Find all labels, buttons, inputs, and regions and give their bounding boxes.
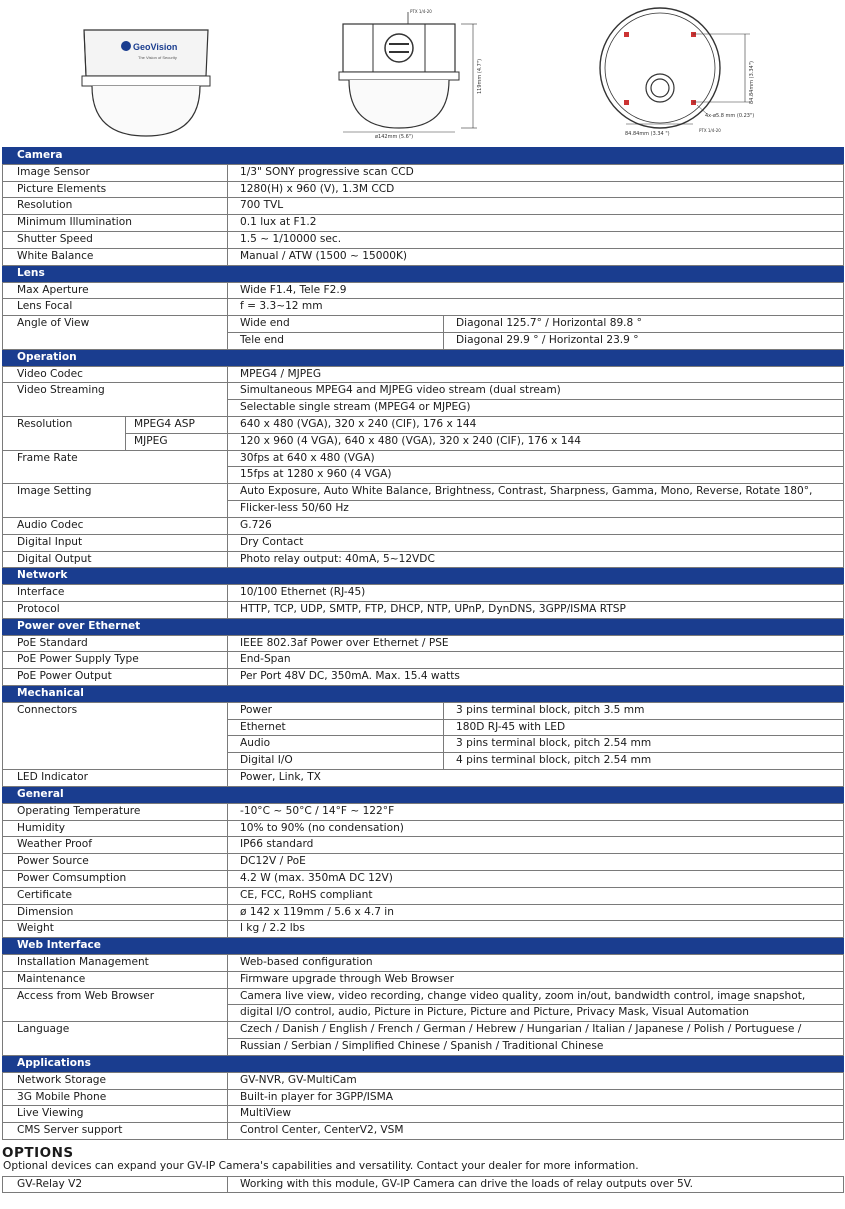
spec-value: Photo relay output: 40mA, 5~12VDC: [228, 551, 844, 568]
spec-sublabel: MPEG4 ASP: [126, 417, 228, 434]
spec-row: [3, 366, 844, 383]
spec-value: ø 142 x 119mm / 5.6 x 4.7 in: [228, 904, 844, 921]
spec-value: 1/3" SONY progressive scan CCD: [228, 164, 844, 181]
spec-label: Resolution: [3, 417, 126, 451]
spec-value: DC12V / PoE: [228, 854, 844, 871]
option-description: Working with this module, GV-IP Camera can drive the loads of relay outputs over 5V.: [228, 1177, 844, 1193]
spec-value: Simultaneous MPEG4 and MJPEG video stream (dual stream): [228, 383, 844, 400]
spec-value: IP66 standard: [228, 837, 844, 854]
spec-row: [3, 820, 844, 837]
spec-label: Connectors: [3, 702, 228, 769]
logo-text: GeoVision: [133, 42, 178, 52]
spec-sublabel: Digital I/O: [228, 753, 444, 770]
spec-value: Diagonal 29.9 ° / Horizontal 23.9 °: [444, 332, 844, 349]
spec-row: [3, 854, 844, 871]
section-header-row: [3, 1055, 844, 1072]
spec-value: 30fps at 640 x 480 (VGA): [228, 450, 844, 467]
spec-row: [3, 971, 844, 988]
section-header: General: [3, 786, 844, 803]
spec-value: Camera live view, video recording, change video quality, zoom in/out, bandwidth control, image snapshot,: [228, 988, 844, 1005]
spec-row: [3, 551, 844, 568]
spec-value: GV-NVR, GV-MultiCam: [228, 1072, 844, 1089]
spec-label: Operating Temperature: [3, 803, 228, 820]
spec-value: 15fps at 1280 x 960 (4 VGA): [228, 467, 844, 484]
spec-label: Audio Codec: [3, 517, 228, 534]
spec-value: l kg / 2.2 lbs: [228, 921, 844, 938]
spec-value: HTTP, TCP, UDP, SMTP, FTP, DHCP, NTP, UPnP, DynDNS, 3GPP/ISMA RTSP: [228, 601, 844, 618]
spec-label: PoE Power Supply Type: [3, 652, 228, 669]
spec-value: Wide F1.4, Tele F2.9: [228, 282, 844, 299]
camera-top-view: [595, 4, 780, 140]
spec-row: [3, 988, 844, 1005]
section-header: Camera: [3, 148, 844, 165]
spec-row: [3, 770, 844, 787]
spec-label: Weight: [3, 921, 228, 938]
spec-row: [3, 601, 844, 618]
spec-sublabel: MJPEG: [126, 433, 228, 450]
spec-value: 120 x 960 (4 VGA), 640 x 480 (VGA), 320 x 240 (CIF), 176 x 144: [228, 433, 844, 450]
spec-value: 1280(H) x 960 (V), 1.3M CCD: [228, 181, 844, 198]
hole-dimension-label: 4x-ø5.8 mm (0.23"): [705, 113, 755, 119]
section-header-row: [3, 786, 844, 803]
section-header: Network: [3, 568, 844, 585]
spec-row: [3, 837, 844, 854]
section-header-row: [3, 265, 844, 282]
spec-row: [3, 215, 844, 232]
spec-row: [3, 299, 844, 316]
options-heading: OPTIONS: [2, 1145, 74, 1161]
spec-row: [3, 232, 844, 249]
spec-value: CE, FCC, RoHS compliant: [228, 887, 844, 904]
spec-label: Language: [3, 1022, 228, 1056]
spec-row: [3, 921, 844, 938]
spec-value: Control Center, CenterV2, VSM: [228, 1123, 844, 1140]
spec-value: 10% to 90% (no condensation): [228, 820, 844, 837]
spec-value: Power, Link, TX: [228, 770, 844, 787]
spec-label: Image Sensor: [3, 164, 228, 181]
camera-side-view: [335, 4, 500, 140]
spec-label: Digital Input: [3, 534, 228, 551]
spec-label: Access from Web Browser: [3, 988, 228, 1022]
spec-label: Lens Focal: [3, 299, 228, 316]
spec-label: PoE Standard: [3, 635, 228, 652]
spec-label: Resolution: [3, 198, 228, 215]
spec-row: [3, 702, 844, 719]
spec-value: Per Port 48V DC, 350mA. Max. 15.4 watts: [228, 669, 844, 686]
spec-row: [3, 1072, 844, 1089]
spec-label: 3G Mobile Phone: [3, 1089, 228, 1106]
spec-value: Selectable single stream (MPEG4 or MJPEG): [228, 400, 844, 417]
spec-label: Video Codec: [3, 366, 228, 383]
spec-label: Video Streaming: [3, 383, 228, 417]
spec-row: [3, 1022, 844, 1039]
spec-label: Maintenance: [3, 971, 228, 988]
spec-row: [3, 904, 844, 921]
spec-value: Dry Contact: [228, 534, 844, 551]
spec-sublabel: Wide end: [228, 316, 444, 333]
spec-row: [3, 1106, 844, 1123]
spec-value: Built-in player for 3GPP/ISMA: [228, 1089, 844, 1106]
spec-value: 640 x 480 (VGA), 320 x 240 (CIF), 176 x 144: [228, 417, 844, 434]
spec-row: [3, 450, 844, 467]
spec-label: Picture Elements: [3, 181, 228, 198]
spec-label: Interface: [3, 585, 228, 602]
spec-row: [3, 517, 844, 534]
spec-value: Firmware upgrade through Web Browser: [228, 971, 844, 988]
spec-row: [3, 870, 844, 887]
spec-value: MPEG4 / MJPEG: [228, 366, 844, 383]
section-header-row: [3, 686, 844, 703]
spec-value: Czech / Danish / English / French / German / Hebrew / Hungarian / Italian / Japanese / Polish / Portuguese /: [228, 1022, 844, 1039]
spec-label: Image Setting: [3, 484, 228, 518]
spec-row: [3, 248, 844, 265]
spec-value: -10°C ~ 50°C / 14°F ~ 122°F: [228, 803, 844, 820]
section-header-row: [3, 349, 844, 366]
spec-value: Flicker-less 50/60 Hz: [228, 501, 844, 518]
height-dimension-label: 119mm (4.7"): [477, 58, 483, 94]
spec-sublabel: Power: [228, 702, 444, 719]
spec-label: Minimum Illumination: [3, 215, 228, 232]
section-header: Applications: [3, 1055, 844, 1072]
spec-row: [3, 417, 844, 434]
spec-label: White Balance: [3, 248, 228, 265]
spec-row: [3, 669, 844, 686]
spec-value: Diagonal 125.7° / Horizontal 89.8 °: [444, 316, 844, 333]
spec-value: 3 pins terminal block, pitch 2.54 mm: [444, 736, 844, 753]
specification-table: [2, 147, 844, 1140]
spec-label: Weather Proof: [3, 837, 228, 854]
camera-front-view: [78, 26, 213, 141]
spec-row: [3, 635, 844, 652]
spec-row: [3, 181, 844, 198]
spec-label: Installation Management: [3, 955, 228, 972]
section-header-row: [3, 938, 844, 955]
spec-value: digital I/O control, audio, Picture in Picture, Picture and Picture, Privacy Mask, Visual Automation: [228, 1005, 844, 1022]
spec-value: Russian / Serbian / Simplified Chinese / Spanish / Traditional Chinese: [228, 1039, 844, 1056]
spec-sublabel: Tele end: [228, 332, 444, 349]
spec-label: LED Indicator: [3, 770, 228, 787]
spec-row: [3, 383, 844, 400]
spec-value: 4 pins terminal block, pitch 2.54 mm: [444, 753, 844, 770]
spec-value: 0.1 lux at F1.2: [228, 215, 844, 232]
spec-row: [3, 1123, 844, 1140]
spec-label: Certificate: [3, 887, 228, 904]
svg-text:PTX 1/4-20: PTX 1/4-20: [410, 9, 432, 14]
spec-row: [3, 316, 844, 333]
spec-value: IEEE 802.3af Power over Ethernet / PSE: [228, 635, 844, 652]
spec-label: Live Viewing: [3, 1106, 228, 1123]
options-table: [2, 1176, 844, 1193]
spec-label: Digital Output: [3, 551, 228, 568]
spec-row: [3, 534, 844, 551]
spec-row: [3, 484, 844, 501]
spec-value: Auto Exposure, Auto White Balance, Brightness, Contrast, Sharpness, Gamma, Mono, Reverse, Rotate 180°,: [228, 484, 844, 501]
spec-row: [3, 198, 844, 215]
section-header: Mechanical: [3, 686, 844, 703]
spec-label: Network Storage: [3, 1072, 228, 1089]
spec-label: Angle of View: [3, 316, 228, 350]
spec-value: 180D RJ-45 with LED: [444, 719, 844, 736]
section-header-row: [3, 568, 844, 585]
spec-label: Protocol: [3, 601, 228, 618]
spec-label: Shutter Speed: [3, 232, 228, 249]
option-name: GV-Relay V2: [3, 1177, 228, 1193]
spec-sublabel: Audio: [228, 736, 444, 753]
spec-sublabel: Ethernet: [228, 719, 444, 736]
spec-row: [3, 433, 844, 450]
section-header: Web Interface: [3, 938, 844, 955]
spec-label: Power Source: [3, 854, 228, 871]
logo-tagline: The Vision of Security: [138, 55, 177, 60]
spec-label: Max Aperture: [3, 282, 228, 299]
spec-label: PoE Power Output: [3, 669, 228, 686]
options-description: Optional devices can expand your GV-IP Camera's capabilities and versatility. Contact your dealer for more information.: [3, 1160, 639, 1172]
spec-row: [3, 164, 844, 181]
spec-row: [3, 887, 844, 904]
section-header: Power over Ethernet: [3, 618, 844, 635]
spec-row: [3, 955, 844, 972]
section-header-row: [3, 618, 844, 635]
spec-label: CMS Server support: [3, 1123, 228, 1140]
spec-value: MultiView: [228, 1106, 844, 1123]
spec-value: G.726: [228, 517, 844, 534]
spec-label: Power Comsumption: [3, 870, 228, 887]
spec-value: 3 pins terminal block, pitch 3.5 mm: [444, 702, 844, 719]
product-drawings: [0, 0, 845, 146]
diameter-dimension-label: ø142mm (5.6"): [375, 134, 414, 140]
spec-label: Dimension: [3, 904, 228, 921]
spec-value: 4.2 W (max. 350mA DC 12V): [228, 870, 844, 887]
section-header-row: [3, 148, 844, 165]
spec-value: End-Span: [228, 652, 844, 669]
spec-row: [3, 652, 844, 669]
spec-value: Manual / ATW (1500 ~ 15000K): [228, 248, 844, 265]
spec-value: 700 TVL: [228, 198, 844, 215]
spec-label: Frame Rate: [3, 450, 228, 484]
spec-row: [3, 585, 844, 602]
spec-row: [3, 282, 844, 299]
svg-text:PTX 1/4-20: PTX 1/4-20: [699, 128, 721, 133]
spec-value: 1.5 ~ 1/10000 sec.: [228, 232, 844, 249]
spec-value: Web-based configuration: [228, 955, 844, 972]
section-header: Lens: [3, 265, 844, 282]
spec-value: f = 3.3~12 mm: [228, 299, 844, 316]
top-height-dimension-label: 84.84mm (3.34"): [749, 61, 755, 104]
spec-label: Humidity: [3, 820, 228, 837]
spec-row: [3, 803, 844, 820]
spec-row: [3, 1089, 844, 1106]
section-header: Operation: [3, 349, 844, 366]
top-width-dimension-label: 84.84mm (3.34 "): [625, 131, 670, 137]
spec-value: 10/100 Ethernet (RJ-45): [228, 585, 844, 602]
option-row: [3, 1177, 844, 1193]
